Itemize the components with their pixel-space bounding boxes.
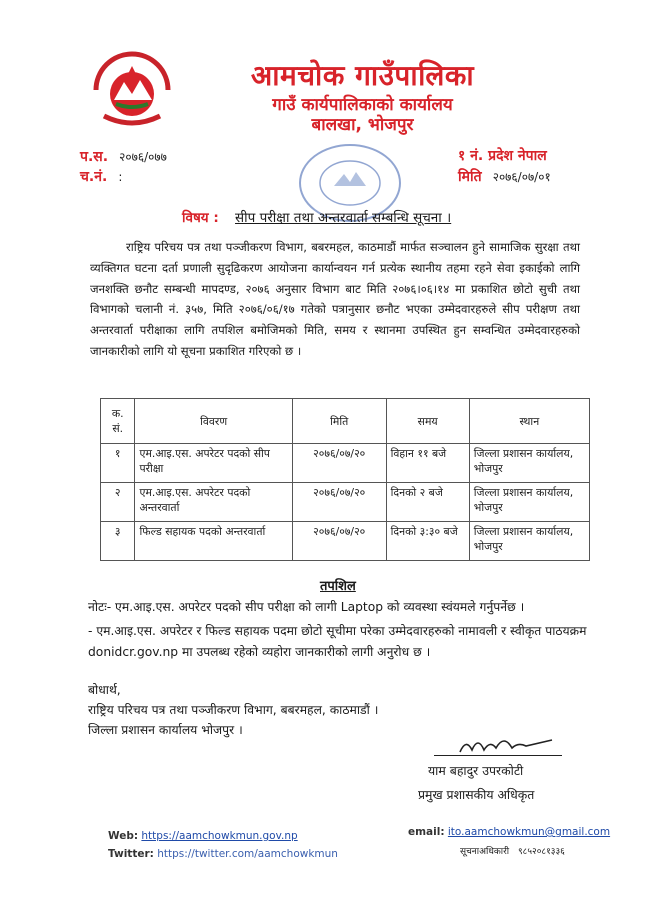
cell-desc: फिल्ड सहायक पदको अन्तरवार्ता	[135, 522, 292, 561]
subject-label: विषय :	[182, 210, 219, 226]
col-header-desc: विवरण	[135, 399, 292, 444]
cell-sn: ३	[101, 522, 135, 561]
footer-info-officer	[460, 844, 565, 857]
twitter-link[interactable]: https://twitter.com/aamchowkmun	[157, 848, 338, 860]
ps-label: प.स.	[80, 149, 109, 165]
cell-sn: २	[101, 483, 135, 522]
table-row	[101, 444, 590, 483]
signature-line	[434, 755, 562, 756]
province-label: १ नं. प्रदेश नेपाल	[458, 148, 547, 164]
subject-line	[182, 208, 451, 226]
web-label: Web:	[108, 830, 139, 842]
office-address: बालखा, भोजपुर	[311, 115, 414, 135]
twitter-label: Twitter:	[108, 848, 154, 860]
info-officer-label: सूचनाअधिकारी	[460, 847, 510, 857]
date-label: मिति	[458, 169, 482, 185]
table-row	[101, 522, 590, 561]
col-header-sn: क. सं.	[101, 399, 135, 444]
signatory-name: याम बहादुर उपरकोटी	[428, 763, 524, 778]
note-2: - एम.आइ.एस. अपरेटर र फिल्ड सहायक पदमा छोटो सूचीमा परेका उम्मेदवारहरुको नामावली र स्वीकृत पाठयक्रम donidcr.gov.np मा उपलब्ध रहेको व्यहोरा जानकारीको लागी अनुरोध छ ।	[88, 624, 587, 659]
web-link[interactable]: https://aamchowkmun.gov.np	[141, 830, 298, 842]
cn-row: च.नं. :	[80, 169, 123, 185]
signatory-title: प्रमुख प्रशासकीय अधिकृत	[418, 787, 535, 802]
date-row	[458, 166, 551, 186]
cell-time: दिनको ३:३० बजे	[386, 522, 469, 561]
cc-line-2: जिल्ला प्रशासन कार्यालय भोजपुर ।	[88, 723, 243, 737]
notice-body	[90, 237, 580, 362]
footer-web	[108, 830, 298, 842]
date-value: २०७६/०७/०१	[492, 170, 551, 184]
footer-twitter	[108, 848, 338, 860]
tapsil-heading: तपशिल	[320, 579, 356, 594]
cc-line-1: राष्ट्रिय परिचय पत्र तथा पञ्जीकरण विभाग, बबरमहल, काठमाडौं ।	[88, 703, 379, 717]
cell-desc: एम.आइ.एस. अपरेटर पदको अन्तरवार्ता	[135, 483, 292, 522]
ps-value: २०७६/०७७	[119, 150, 167, 164]
note-1: नोटः- एम.आइ.एस. अपरेटर पदको सीप परीक्षा को लागी Laptop को व्यवस्था स्वंयमले गर्नुपर्नेछ ।	[88, 600, 525, 614]
cell-time: विहान ११ बजे	[386, 444, 469, 483]
table-header-row	[101, 399, 590, 444]
cn-label: च.नं.	[80, 169, 108, 185]
signature-scribble	[456, 728, 556, 762]
cell-date: २०७६/०७/२०	[292, 483, 386, 522]
info-officer-phone: ९८५२०८१३३६	[518, 847, 565, 857]
schedule-table	[100, 398, 590, 561]
col-header-time: समय	[386, 399, 469, 444]
cell-place: जिल्ला प्रशासन कार्यालय, भोजपुर	[469, 444, 589, 483]
cell-date: २०७६/०७/२०	[292, 444, 386, 483]
cc-heading: बोधार्थ,	[88, 683, 121, 697]
office-name: गाउँ कार्यपालिकाको कार्यालय	[272, 95, 453, 115]
notice-body-text: राष्ट्रिय परिचय पत्र तथा पञ्जीकरण विभाग, बबरमहल, काठमाडौं मार्फत सञ्चालन हुने सामाजिक सुरक्षा तथा व्यक्तिगत घटना दर्ता प्रणाली सुदृढिकरण आयोजना कार्यान्वयन गर्न प्रत्येक स्थानीय तहमा रहने सेवा इकाईको लागि जनशक्ति छनौट सम्बन्धी मापदण्ड, २०७६ अनुसार विभाग बाट मिति २०७६।०६।१४ मा प्रकाशित छोटो सुची तथा विभागको चलानी नं. ३५७, मिति २०७६/०६/१७ गतेको पत्रानुसार छनौट भएका उम्मेदवारहरुले सीप परीक्षण तथा अन्तरवार्ता परीक्षाका लागि तपशिल बमोजिमको मिति, समय र स्थानमा उपस्थित हुन सम्वन्धित उम्मेदवारहरुको जानकारीको लागि यो सूचना प्रकाशित गरिएको छ ।	[90, 240, 580, 358]
cell-time: दिनको २ बजे	[386, 483, 469, 522]
email-label: email:	[408, 826, 445, 838]
col-header-place: स्थान	[469, 399, 589, 444]
cell-place: जिल्ला प्रशासन कार्यालय, भोजपुर	[469, 522, 589, 561]
footer-email	[408, 826, 610, 838]
cell-desc: एम.आइ.एस. अपरेटर पदको सीप परीक्षा	[135, 444, 292, 483]
table-row	[101, 483, 590, 522]
col-header-date: मिति	[292, 399, 386, 444]
email-link[interactable]: ito.aamchowkmun@gmail.com	[447, 826, 611, 838]
ps-row	[80, 146, 167, 166]
cell-sn: १	[101, 444, 135, 483]
org-name: आमचोक गाउँपालिका	[250, 59, 475, 92]
cell-place: जिल्ला प्रशासन कार्यालय, भोजपुर	[469, 483, 589, 522]
subject-text: सीप परीक्षा तथा अन्तरवार्ता सम्बन्धि सूचना ।	[235, 210, 452, 226]
cell-date: २०७६/०७/२०	[292, 522, 386, 561]
